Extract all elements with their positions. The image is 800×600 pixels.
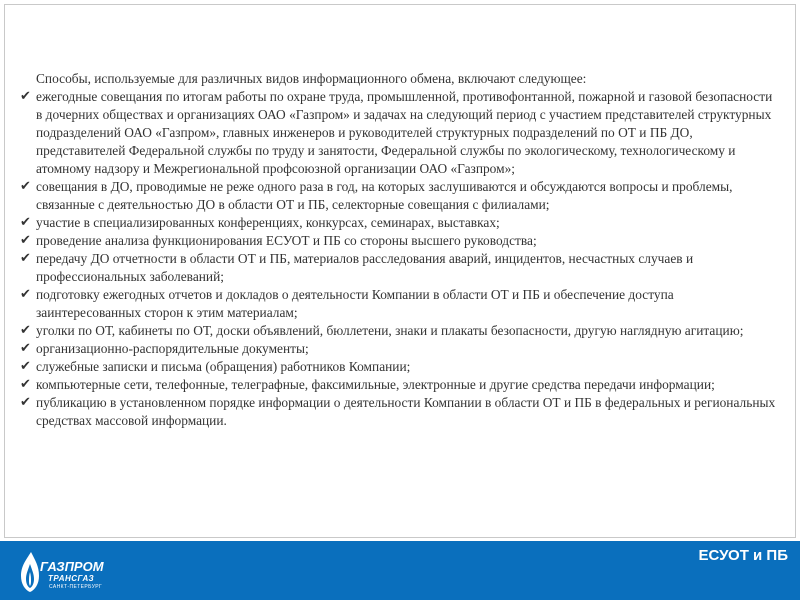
check-icon: ✔ bbox=[20, 233, 31, 248]
list-item bbox=[20, 88, 780, 178]
check-icon: ✔ bbox=[20, 179, 31, 194]
footer-bar bbox=[0, 541, 800, 600]
check-icon: ✔ bbox=[20, 341, 31, 356]
list-item bbox=[20, 250, 780, 286]
list-item-text: публикацию в установленном порядке информации о деятельности Компании в области ОТ и ПБ в федеральных и региональных средствах массовой информации. bbox=[36, 395, 776, 428]
list-item-text: проведение анализа функционирования ЕСУОТ и ПБ со стороны высшего руководства; bbox=[36, 233, 537, 248]
list-item-text: совещания в ДО, проводимые не реже одного раза в год, на которых заслушиваются и обсуждаются вопросы и проблемы, связанные с деятельностью ДО в области ОТ и ПБ, селекторные совещания с филиалами; bbox=[36, 179, 733, 212]
check-icon: ✔ bbox=[20, 323, 31, 338]
flame-icon bbox=[18, 550, 42, 594]
slide-content bbox=[20, 70, 780, 430]
check-icon: ✔ bbox=[20, 359, 31, 374]
list-item bbox=[20, 322, 780, 340]
list-item bbox=[20, 358, 780, 376]
list-item bbox=[20, 232, 780, 250]
list-item bbox=[20, 178, 780, 214]
check-icon: ✔ bbox=[20, 89, 31, 104]
list-item-text: организационно-распорядительные документы; bbox=[36, 341, 309, 356]
methods-list bbox=[20, 88, 780, 430]
list-item bbox=[20, 376, 780, 394]
list-item bbox=[20, 340, 780, 358]
list-item-text: подготовку ежегодных отчетов и докладов о деятельности Компании в области ОТ и ПБ и обеспечение доступа заинтересованных сторон к этим материалам; bbox=[36, 287, 674, 320]
list-item bbox=[20, 394, 780, 430]
logo-city: САНКТ-ПЕТЕРБУРГ bbox=[49, 584, 103, 590]
list-item-text: компьютерные сети, телефонные, телеграфные, факсимильные, электронные и другие средства передачи информации; bbox=[36, 377, 715, 392]
list-item-text: уголки по ОТ, кабинеты по ОТ, доски объявлений, бюллетени, знаки и плакаты безопасности, другую наглядную агитацию; bbox=[36, 323, 744, 338]
logo-subtitle: ТРАНСГАЗ bbox=[48, 574, 95, 583]
intro-text: Способы, используемые для различных видов информационного обмена, включают следующее: bbox=[36, 71, 587, 86]
check-icon: ✔ bbox=[20, 377, 31, 392]
check-icon: ✔ bbox=[20, 395, 31, 410]
check-icon: ✔ bbox=[20, 287, 31, 302]
list-item bbox=[20, 214, 780, 232]
list-item-text: участие в специализированных конференциях, конкурсах, семинарах, выставках; bbox=[36, 215, 500, 230]
logo-wordmark: ГАЗПРОМ bbox=[40, 559, 104, 574]
list-item-text: ежегодные совещания по итогам работы по охране труда, промышленной, противофонтанной, пожарной и газовой безопасности в дочерних обществах и организациях ОАО «Газпром» и задачах на следующий период с участием представителей структурных подразделений ОАО «Газпром», главных инженеров и руководителей структурных подразделений по ОТ и ПБ ДО, представителей Федеральной службы по труду и занятости, Федеральной службы по экологическому, технологическому и атомному надзору и Межрегиональной профсоюзной организации ОАО «Газпром»; bbox=[36, 89, 773, 176]
list-item-text: служебные записки и письма (обращения) работников Компании; bbox=[36, 359, 411, 374]
footer-title: ЕСУОТ и ПБ bbox=[698, 547, 788, 564]
check-icon: ✔ bbox=[20, 215, 31, 230]
gazprom-logo bbox=[18, 549, 118, 595]
list-item-text: передачу ДО отчетности в области ОТ и ПБ, материалов расследования аварий, инцидентов, несчастных случаев и профессиональных заболеваний; bbox=[36, 251, 694, 284]
check-icon: ✔ bbox=[20, 251, 31, 266]
list-item bbox=[20, 286, 780, 322]
